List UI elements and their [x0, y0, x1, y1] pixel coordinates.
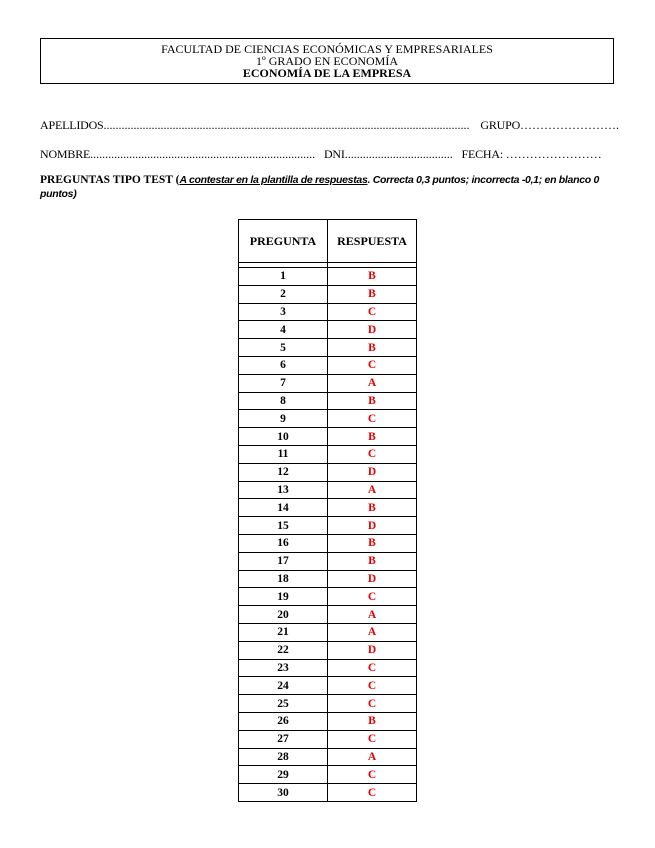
document-header	[40, 38, 614, 84]
table-row	[239, 677, 417, 695]
question-number: 3	[239, 303, 328, 321]
table-header-row	[239, 220, 417, 263]
answer-letter: B	[328, 534, 417, 552]
question-number: 2	[239, 285, 328, 303]
answer-letter: A	[328, 481, 417, 499]
answer-letter: C	[328, 659, 417, 677]
table-row	[239, 606, 417, 624]
question-number: 7	[239, 374, 328, 392]
answer-letter: B	[328, 552, 417, 570]
grupo-label: GRUPO	[480, 118, 521, 132]
answer-letter: D	[328, 517, 417, 535]
answer-letter: C	[328, 356, 417, 374]
instructions-scoring: . Correcta 0,3 puntos; incorrecta -0,1; en blanco 0 puntos)	[40, 174, 600, 200]
table-row	[239, 339, 417, 357]
answer-letter: B	[328, 268, 417, 286]
question-number: 15	[239, 517, 328, 535]
table-row	[239, 392, 417, 410]
answer-letter: C	[328, 588, 417, 606]
answer-letter: C	[328, 730, 417, 748]
table-row	[239, 499, 417, 517]
question-number: 11	[239, 445, 328, 463]
answer-letter: D	[328, 570, 417, 588]
answer-letter: C	[328, 445, 417, 463]
nombre-label: NOMBRE	[40, 147, 91, 161]
surname-group-line	[40, 118, 619, 133]
table-row	[239, 445, 417, 463]
table-row	[239, 481, 417, 499]
question-number: 19	[239, 588, 328, 606]
table-row	[239, 285, 417, 303]
question-number: 9	[239, 410, 328, 428]
table-row	[239, 534, 417, 552]
apellidos-field[interactable]: ..........................................................................................................................	[103, 118, 470, 132]
question-number: 29	[239, 766, 328, 784]
question-number: 23	[239, 659, 328, 677]
table-row	[239, 268, 417, 286]
degree-name: 1º GRADO EN ECONOMÍA	[255, 54, 399, 68]
grupo-field[interactable]: …………………….	[520, 118, 620, 132]
answer-letter: B	[328, 392, 417, 410]
table-row	[239, 766, 417, 784]
answer-letter: C	[328, 410, 417, 428]
question-number: 20	[239, 606, 328, 624]
answer-letter: B	[328, 339, 417, 357]
question-number: 17	[239, 552, 328, 570]
question-number: 24	[239, 677, 328, 695]
answer-letter: B	[328, 712, 417, 730]
nombre-field[interactable]: ...........................................................................	[90, 147, 316, 161]
question-number: 13	[239, 481, 328, 499]
answer-letter: C	[328, 766, 417, 784]
answer-letter: A	[328, 623, 417, 641]
question-number: 14	[239, 499, 328, 517]
answer-letter: D	[328, 463, 417, 481]
answer-letter: C	[328, 303, 417, 321]
question-number: 1	[239, 268, 328, 286]
table-row	[239, 428, 417, 446]
column-header-pregunta: PREGUNTA	[239, 220, 328, 263]
answer-letter: A	[328, 606, 417, 624]
answer-letter: C	[328, 695, 417, 713]
question-number: 10	[239, 428, 328, 446]
test-instructions	[40, 173, 620, 201]
answer-letter: B	[328, 499, 417, 517]
dni-label: DNI	[323, 147, 345, 161]
table-row	[239, 303, 417, 321]
question-number: 30	[239, 784, 328, 802]
question-number: 12	[239, 463, 328, 481]
fecha-label: FECHA:	[461, 147, 506, 161]
table-row	[239, 695, 417, 713]
question-number: 5	[239, 339, 328, 357]
instructions-lead: PREGUNTAS TIPO TEST (	[40, 174, 180, 186]
question-number: 22	[239, 641, 328, 659]
answer-letter: B	[328, 428, 417, 446]
dni-field[interactable]: ....................................	[344, 147, 453, 161]
table-row	[239, 356, 417, 374]
column-header-respuesta: RESPUESTA	[328, 220, 417, 263]
course-title: ECONOMÍA DE LA EMPRESA	[242, 66, 412, 80]
fecha-field[interactable]: ……………………	[505, 147, 602, 161]
question-number: 21	[239, 623, 328, 641]
answer-key-table	[238, 219, 417, 802]
faculty-name: FACULTAD DE CIENCIAS ECONÓMICAS Y EMPRESARIALES	[161, 42, 493, 56]
table-row	[239, 588, 417, 606]
answer-letter: B	[328, 285, 417, 303]
table-row	[239, 463, 417, 481]
table-row	[239, 641, 417, 659]
question-number: 27	[239, 730, 328, 748]
question-number: 26	[239, 712, 328, 730]
question-number: 25	[239, 695, 328, 713]
question-number: 6	[239, 356, 328, 374]
answer-letter: C	[328, 677, 417, 695]
instructions-underlined: A contestar en la plantilla de respuestas	[179, 174, 368, 186]
answer-letter: D	[328, 641, 417, 659]
answer-letter: C	[328, 784, 417, 802]
table-row	[239, 517, 417, 535]
question-number: 4	[239, 321, 328, 339]
answer-letter: A	[328, 374, 417, 392]
table-row	[239, 623, 417, 641]
table-row	[239, 374, 417, 392]
question-number: 8	[239, 392, 328, 410]
question-number: 16	[239, 534, 328, 552]
answer-letter: A	[328, 748, 417, 766]
table-row	[239, 659, 417, 677]
answer-letter: D	[328, 321, 417, 339]
answer-rows	[239, 263, 417, 802]
table-row	[239, 552, 417, 570]
table-row	[239, 784, 417, 802]
table-row	[239, 410, 417, 428]
table-row	[239, 570, 417, 588]
question-number: 18	[239, 570, 328, 588]
table-row	[239, 321, 417, 339]
name-dni-date-line	[40, 147, 602, 162]
question-number: 28	[239, 748, 328, 766]
table-row	[239, 730, 417, 748]
table-row	[239, 712, 417, 730]
table-row	[239, 748, 417, 766]
apellidos-label: APELLIDOS	[40, 118, 104, 132]
